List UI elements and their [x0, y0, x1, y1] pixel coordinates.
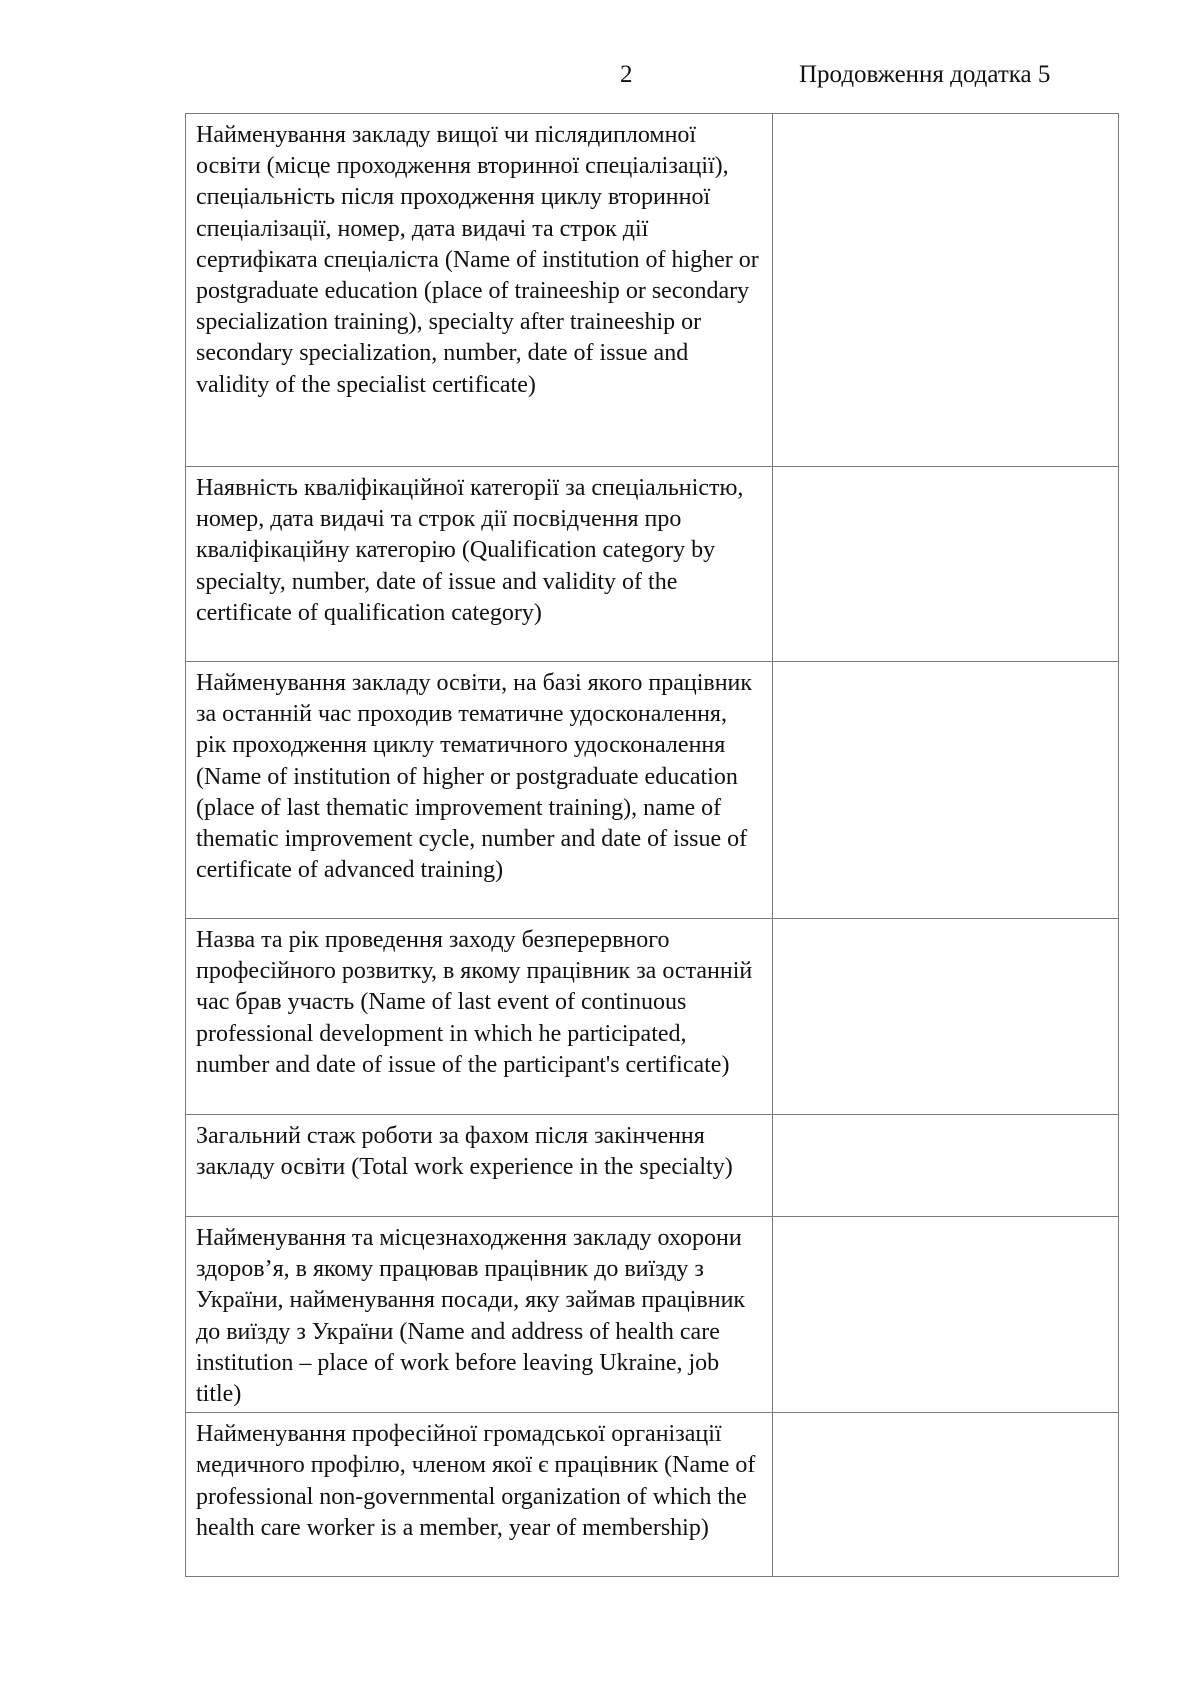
page-number: 2: [620, 61, 633, 88]
table-row: [186, 1413, 1119, 1577]
row-value-previous-workplace[interactable]: [773, 1217, 1119, 1413]
row-value-professional-organization[interactable]: [773, 1413, 1119, 1577]
row-label-professional-development: Назва та рік проведення заходу безперервного професійного розвитку, в якому працівник за останній час брав участь (Name of last event of continuous professional development in which he participated, number and date of issue of the participant's certificate): [186, 919, 773, 1115]
row-value-work-experience[interactable]: [773, 1115, 1119, 1217]
row-label-thematic-improvement: Найменування закладу освіти, на базі якого працівник за останній час проходив тематичне удосконалення, рік проходження циклу тематичного удосконалення (Name of institution of higher or postgraduate education (place of last thematic improvement training), name of thematic improvement cycle, number and date of issue of certificate of advanced training): [186, 662, 773, 919]
row-label-previous-workplace: Найменування та місцезнаходження закладу охорони здоров’я, в якому працював працівник до виїзду з України, найменування посади, яку займав працівник до виїзду з України (Name and address of health care institution – place of work before leaving Ukraine, job title): [186, 1217, 773, 1413]
table-row: [186, 919, 1119, 1115]
row-value-thematic-improvement[interactable]: [773, 662, 1119, 919]
table-row: [186, 467, 1119, 662]
row-value-specialist-certificate[interactable]: [773, 114, 1119, 467]
row-label-specialist-certificate: Найменування закладу вищої чи післядипломної освіти (місце проходження вторинної спеціалізації), спеціальність після проходження циклу вторинної спеціалізації, номер, дата видачі та строк дії сертифіката спеціаліста (Name of institution of higher or postgraduate education (place of traineeship or secondary specialization training), specialty after traineeship or secondary specialization, number, date of issue and validity of the specialist certificate): [186, 114, 773, 467]
form-table: [185, 113, 1119, 1577]
row-label-qualification-category: Наявність кваліфікаційної категорії за спеціальністю, номер, дата видачі та строк дії посвідчення про кваліфікаційну категорію (Qualification category by specialty, number, date of issue and validity of the certificate of qualification category): [186, 467, 773, 662]
table-row: [186, 662, 1119, 919]
table-row: [186, 1115, 1119, 1217]
row-label-professional-organization: Найменування професійної громадської організації медичного профілю, членом якої є працівник (Name of professional non-governmental organization of which the health care worker is a member, year of membership): [186, 1413, 773, 1577]
table-row: [186, 1217, 1119, 1413]
continuation-label: Продовження додатка 5: [799, 61, 1051, 88]
row-value-professional-development[interactable]: [773, 919, 1119, 1115]
row-value-qualification-category[interactable]: [773, 467, 1119, 662]
table-row: [186, 114, 1119, 467]
row-label-work-experience: Загальний стаж роботи за фахом після закінчення закладу освіти (Total work experience in the specialty): [186, 1115, 773, 1217]
